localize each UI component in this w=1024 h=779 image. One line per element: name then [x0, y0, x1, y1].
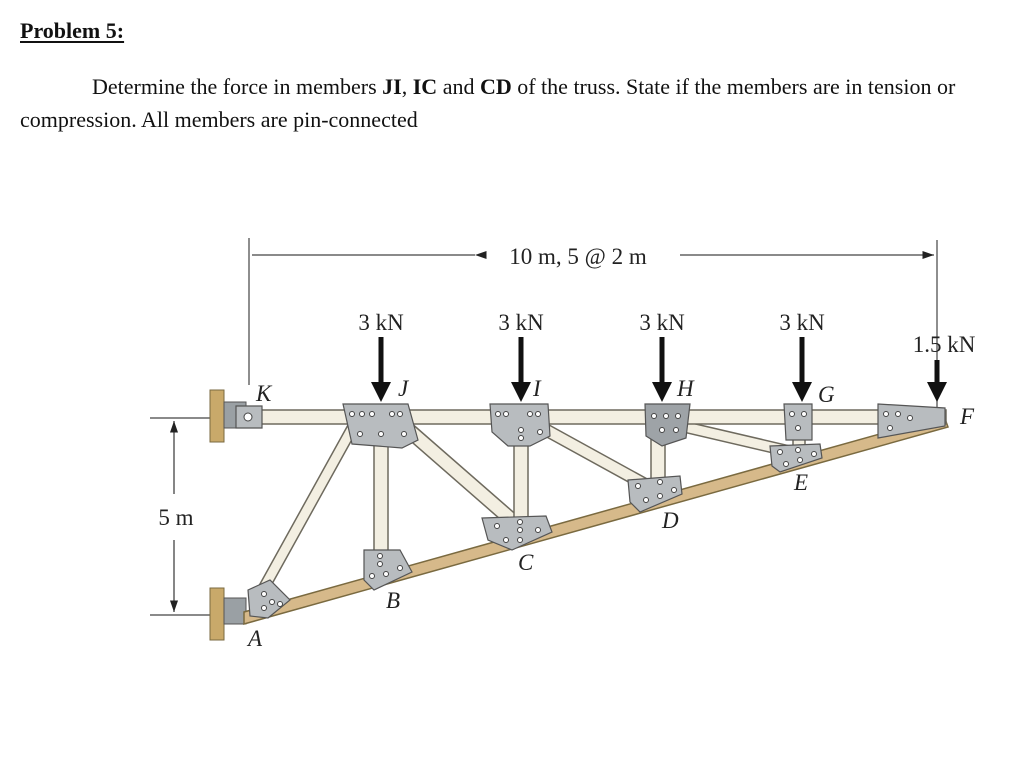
node-d-label: D [662, 508, 679, 533]
span-label: 10 m, 5 @ 2 m [509, 244, 647, 269]
load-g-label: 3 kN [779, 310, 825, 335]
statement-text-2: , [401, 74, 413, 99]
node-h-label: H [677, 376, 694, 401]
node-e-label: E [794, 470, 809, 495]
load-i-label: 3 kN [498, 310, 544, 335]
member-ka [250, 425, 360, 602]
load-f-label: 1.5 kN [912, 332, 976, 357]
height-label: 5 m [158, 505, 194, 530]
statement-text-4: of the truss. State if the members are in tension or compression. All members are pin-connected [20, 74, 956, 132]
node-f-label: F [960, 404, 975, 429]
node-c-label: C [518, 550, 534, 575]
load-h-label: 3 kN [639, 310, 685, 335]
member-ic: IC [412, 74, 438, 99]
gusset-g [784, 404, 812, 440]
node-j-label: J [398, 376, 409, 401]
statement-text-1: Determine the force in members [92, 74, 383, 99]
problem-heading: Problem 5: [20, 18, 125, 43]
node-i-label: I [533, 376, 541, 401]
height-dimension [150, 418, 215, 615]
statement-text-3: and [437, 74, 480, 99]
member-cd: CD [479, 74, 512, 99]
node-g-label: G [818, 382, 835, 407]
load-f [913, 332, 976, 402]
load-j-label: 3 kN [358, 310, 404, 335]
gusset-j [343, 404, 418, 448]
node-b-label: B [386, 588, 401, 613]
wall-support-a [210, 588, 246, 640]
gusset-b [364, 550, 412, 590]
node-k-label: K [256, 381, 272, 406]
bottom-chord-af [244, 416, 948, 624]
gusset-h [645, 404, 690, 446]
member-ji: JI [382, 74, 402, 99]
node-a-label: A [248, 626, 263, 651]
